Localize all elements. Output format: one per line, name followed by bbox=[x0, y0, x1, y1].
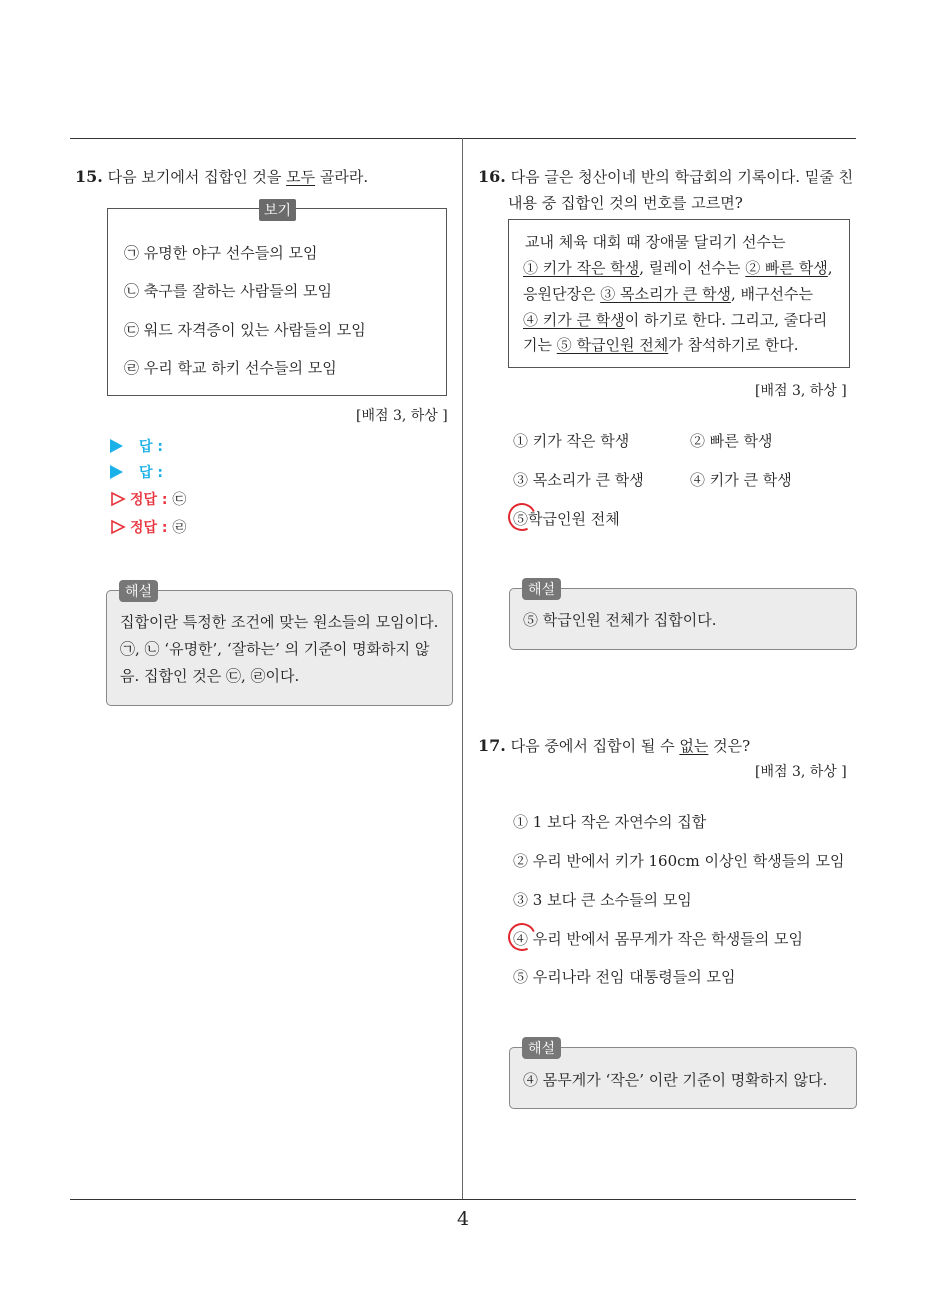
q15-explanation-label: 해설 bbox=[119, 580, 158, 602]
q17-option-5[interactable]: ⑤ 우리나라 전임 대통령들의 모임 bbox=[513, 968, 736, 986]
q15-number: 15. bbox=[75, 167, 103, 186]
triangle-outline-icon bbox=[110, 491, 126, 507]
q16-option-4[interactable]: ④ 키가 큰 학생 bbox=[690, 471, 792, 489]
q15-correct-label-2: 정답 : bbox=[130, 520, 168, 536]
q15-answer-row-1 bbox=[110, 436, 163, 456]
play-icon bbox=[110, 465, 123, 479]
q15-correct-value-1: ㉢ bbox=[172, 492, 187, 508]
q17-stem-text-b: 것은? bbox=[708, 737, 751, 755]
q17-explanation-box bbox=[509, 1041, 857, 1109]
q16-explanation-line-1: ⑤ 학급인원 전체가 집합이다. bbox=[523, 611, 717, 629]
q15-answer-row-2 bbox=[110, 462, 163, 482]
q15-stem-underlined: 모두 bbox=[286, 168, 316, 186]
q16-passage-text: 가 참석하기로 한다. bbox=[668, 336, 799, 354]
column-divider bbox=[462, 138, 463, 1200]
q15-boki-label: 보기 bbox=[259, 199, 296, 221]
q16-stem-line-2: 내용 중 집합인 것의 번호를 고르면? bbox=[508, 194, 743, 212]
q16-stem-text-1: 다음 글은 청산이네 반의 학급회의 기록이다. 밑줄 친 bbox=[510, 168, 854, 186]
q17-number: 17. bbox=[478, 736, 506, 755]
q15-correct-row-2 bbox=[110, 517, 186, 537]
q16-option-5-text: 학급인원 전체 bbox=[528, 510, 620, 528]
q15-boki-box bbox=[107, 203, 447, 396]
q16-passage-line-3 bbox=[523, 283, 813, 304]
q15-explanation-line-2: ㉠, ㉡ ‘유명한’, ‘잘하는’ 의 기준이 명화하지 않 bbox=[120, 640, 430, 658]
triangle-outline-icon bbox=[110, 519, 126, 535]
q15-stem-text-b: 골라라. bbox=[315, 168, 369, 186]
q16-option-2[interactable]: ② 빠른 학생 bbox=[690, 432, 773, 450]
q15-stem bbox=[75, 166, 368, 187]
q16-passage-line-2 bbox=[523, 257, 833, 278]
q15-correct-row-1 bbox=[110, 489, 186, 509]
q17-option-1[interactable]: ① 1 보다 작은 자연수의 집합 bbox=[513, 813, 707, 831]
q15-answer-label-2: 답 : bbox=[139, 465, 163, 481]
q16-explanation-box bbox=[509, 582, 857, 650]
q16-explanation-label: 해설 bbox=[522, 578, 561, 600]
q16-passage-underline-1: ① 키가 작은 학생 bbox=[523, 259, 640, 277]
q16-passage-underline-5: ⑤ 학급인원 전체 bbox=[556, 336, 669, 354]
q15-correct-value-2: ㉣ bbox=[172, 520, 187, 536]
q17-stem-underlined: 없는 bbox=[679, 737, 709, 755]
q16-passage-line-5 bbox=[523, 334, 798, 355]
q16-passage-text: , 릴레이 선수는 bbox=[639, 259, 746, 277]
q17-score: [배점 3, 하상 ] bbox=[755, 764, 847, 780]
answer-circle-mark bbox=[504, 499, 540, 535]
q17-option-4-number: ④ bbox=[513, 930, 529, 948]
q15-boki-item-1: ㉠ 유명한 야구 선수들의 모임 bbox=[124, 244, 318, 262]
q16-stem-line-1 bbox=[478, 166, 853, 187]
q17-option-3[interactable]: ③ 3 보다 큰 소수들의 모임 bbox=[513, 891, 692, 909]
q15-stem-text-a: 다음 보기에서 집합인 것을 bbox=[107, 168, 287, 186]
top-rule bbox=[70, 138, 856, 139]
q16-option-3[interactable]: ③ 목소리가 큰 학생 bbox=[513, 471, 644, 489]
q15-correct-label-1: 정답 : bbox=[130, 492, 168, 508]
q17-stem-text-a: 다음 중에서 집합이 될 수 bbox=[510, 737, 680, 755]
q16-passage-text: , 배구선수는 bbox=[730, 285, 813, 303]
q16-passage-text: 응원단장은 bbox=[523, 285, 601, 303]
q16-passage-box bbox=[508, 219, 850, 368]
q15-answer-label-1: 답 : bbox=[139, 439, 163, 455]
q16-passage-underline-3: ③ 목소리가 큰 학생 bbox=[600, 285, 731, 303]
q15-explanation-box bbox=[106, 584, 453, 706]
bottom-rule bbox=[70, 1199, 856, 1200]
q15-explanation-line-3: 음. 집합인 것은 ㉢, ㉣이다. bbox=[120, 667, 300, 685]
q16-passage-line-4 bbox=[523, 309, 827, 330]
page-number: 4 bbox=[456, 1208, 470, 1230]
q17-option-4[interactable] bbox=[513, 928, 803, 949]
play-icon bbox=[110, 439, 123, 453]
q15-boki-item-4: ㉣ 우리 학교 하키 선수들의 모임 bbox=[124, 359, 337, 377]
q16-passage-text: , bbox=[827, 259, 833, 277]
q16-passage-text: 이 하기로 한다. 그리고, 줄다리 bbox=[624, 311, 828, 329]
q16-passage-text: 기는 bbox=[523, 336, 557, 354]
q16-option-1[interactable]: ① 키가 작은 학생 bbox=[513, 432, 630, 450]
q15-explanation-line-1: 집합이란 특정한 조건에 맞는 원소들의 모임이다. bbox=[120, 613, 439, 631]
q17-explanation-label: 해설 bbox=[522, 1037, 561, 1059]
q16-passage-line-1: 교내 체육 대회 때 장애물 달리기 선수는 bbox=[525, 233, 786, 251]
q16-passage-underline-2: ② 빠른 학생 bbox=[745, 259, 828, 277]
q17-explanation-line-1: ④ 몸무게가 ‘작은’ 이란 기준이 명확하지 않다. bbox=[523, 1071, 828, 1089]
q17-option-2[interactable]: ② 우리 반에서 키가 160cm 이상인 학생들의 모임 bbox=[513, 852, 845, 870]
q15-boki-item-3: ㉢ 워드 자격증이 있는 사람들의 모임 bbox=[124, 321, 366, 339]
q17-option-4-text: 우리 반에서 몸무게가 작은 학생들의 모임 bbox=[532, 930, 803, 948]
answer-circle-mark bbox=[504, 919, 540, 955]
q17-stem bbox=[478, 735, 750, 756]
q15-score: [배점 3, 하상 ] bbox=[356, 408, 448, 424]
q16-number: 16. bbox=[478, 167, 506, 186]
q16-score: [배점 3, 하상 ] bbox=[755, 383, 847, 399]
q16-option-5-number: ⑤ bbox=[513, 510, 529, 528]
q16-passage-underline-4: ④ 키가 큰 학생 bbox=[523, 311, 625, 329]
q15-boki-item-2: ㉡ 축구를 잘하는 사람들의 모임 bbox=[124, 282, 332, 300]
